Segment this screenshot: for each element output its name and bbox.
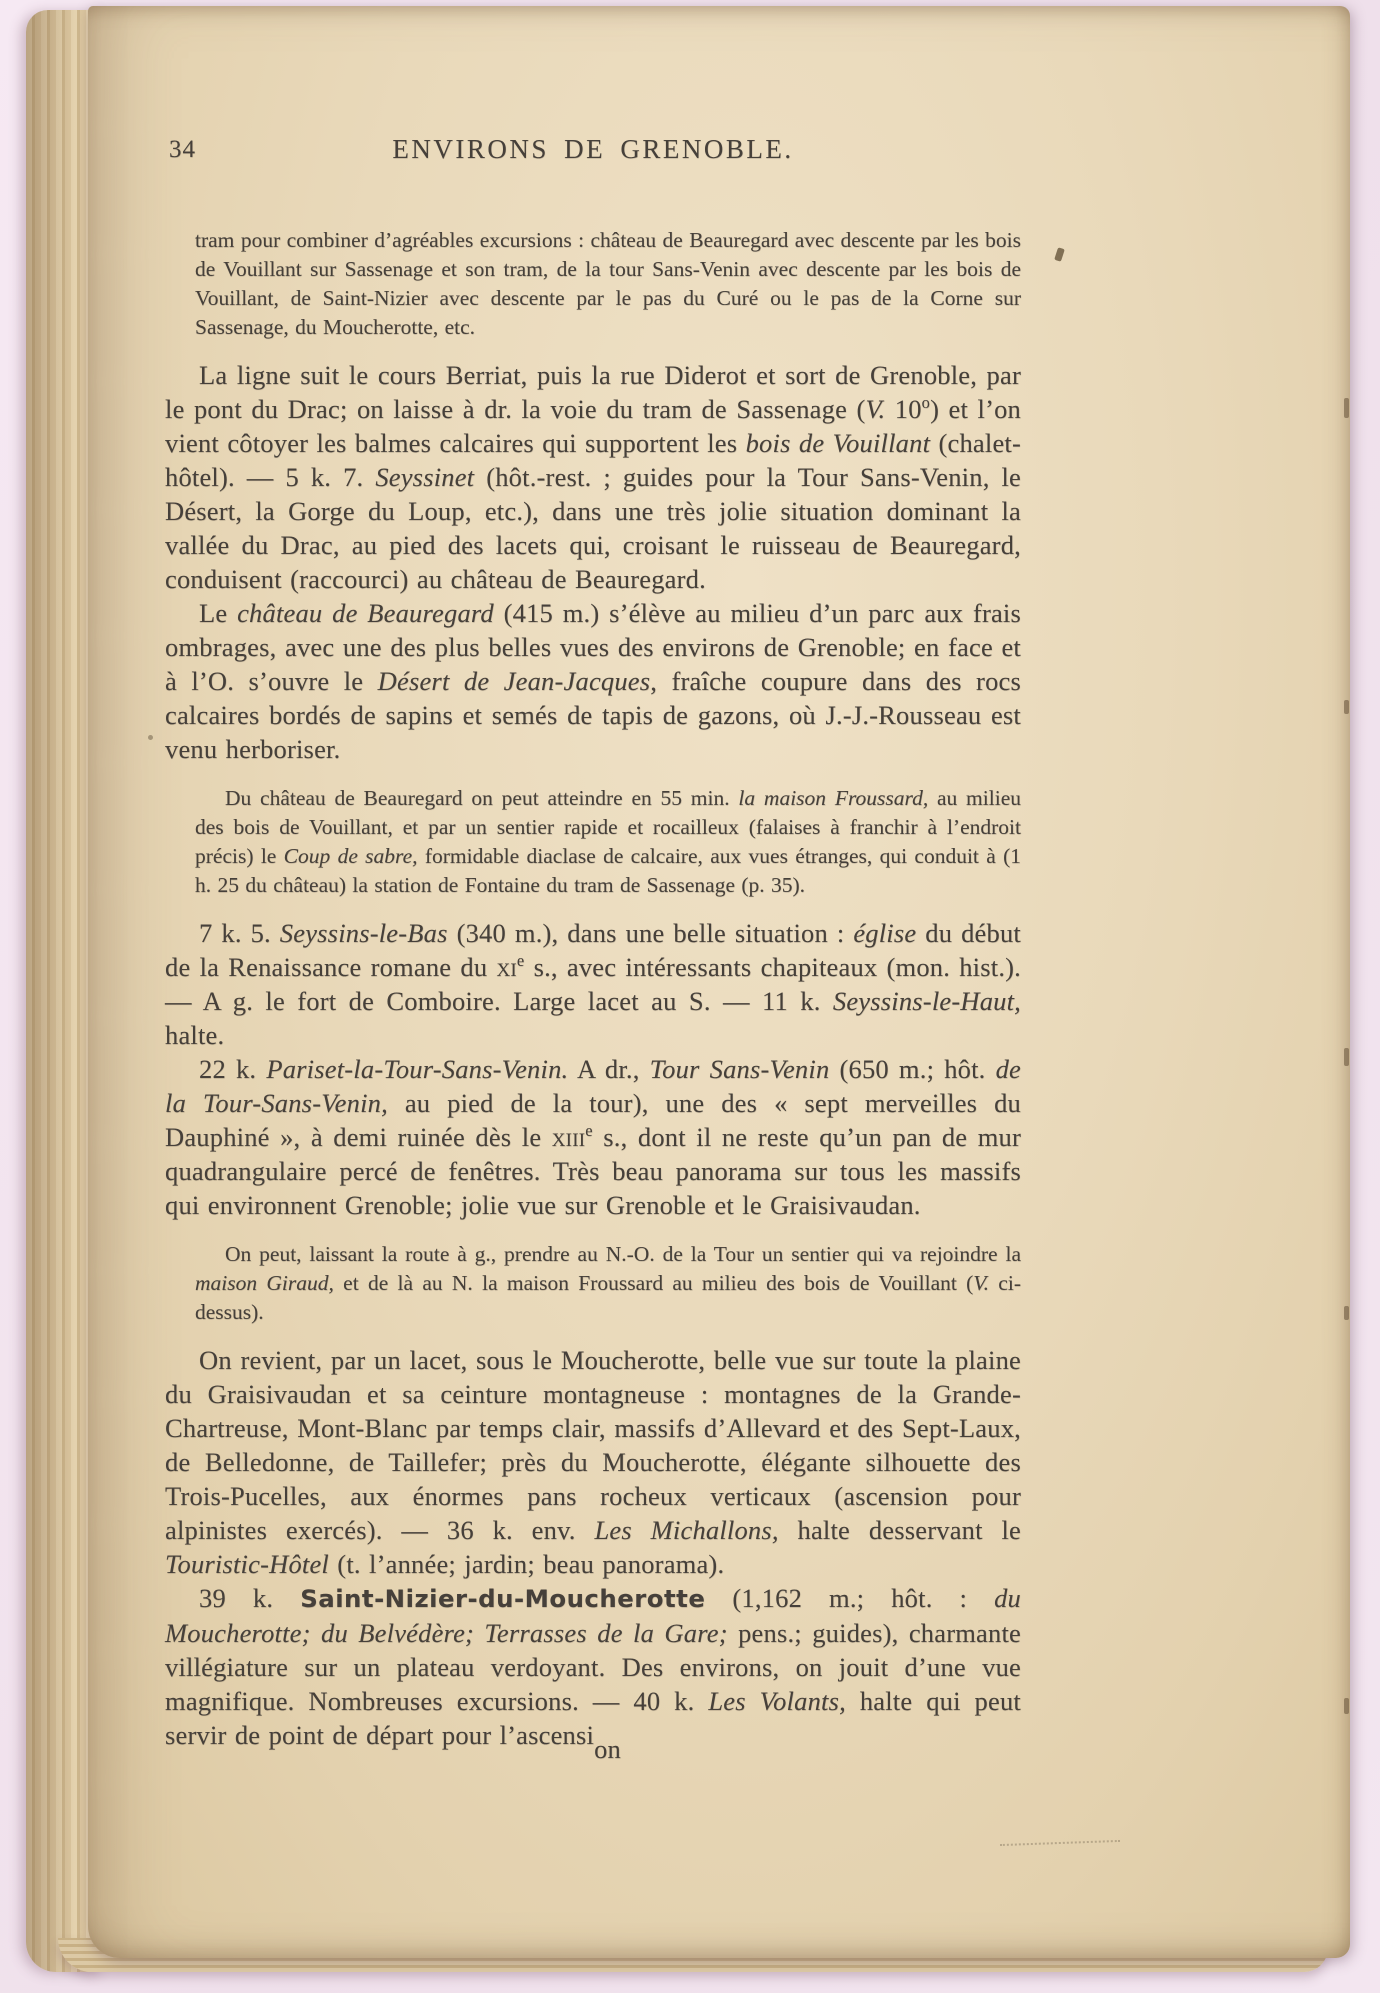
- fore-edge-mark: [1344, 398, 1349, 418]
- paragraph: tram pour combiner d’agréables excursions : château de Beauregard avec descente par les bois de Vouillant sur Sassenage et son tram, de la tour Sans-Venin avec descente par les bois de Vouillant, de Saint-Nizier avec descente par le pas du Curé ou le pas de la Corne sur Sassenage, du Moucherotte, etc.: [195, 228, 1021, 339]
- page-text: [165, 226, 1022, 1764]
- paragraph: Du château de Beauregard on peut atteindre en 55 min. la maison Froussard, au milieu des bois de Vouillant, et par un sentier rapide et rocailleux (falaises à franchir à l’endroit précis) le Coup de sabre, formidable diaclase de calcaire, aux vues étranges, qui conduit à (1 h. 25 du château) la station de Fontaine du tram de Sassenage (p. 35).: [195, 786, 1021, 897]
- paragraph: On revient, par un lacet, sous le Moucherotte, belle vue sur toute la plaine du Graisivaudan et sa ceinture montagneuse : montagnes de la Grande-Chartreuse, Mont-Blanc par temps clair, massifs d’Allevard et des Sept-Laux, de Belledonne, de Taillefer; près du Moucherotte, élégante silhouette des Trois-Pucelles, aux énormes pans rocheux verticaux (ascension pour alpinistes exercés). — 36 k. env. Les Michallons, halte desservant le Touristic-Hôtel (t. l’année; jardin; beau panorama).: [165, 1345, 1021, 1579]
- paragraph: 7 k. 5. Seyssins-le-Bas (340 m.), dans une belle situation : église du début de la Renaissance romane du $xi^e$ s., avec intéressants chapiteaux (mon. hist.). — A g. le fort de Comboire. Large lacet au S. — 11 k. Seyssins-le-Haut, halte.: [165, 918, 1021, 1050]
- page-content: [165, 134, 1022, 1764]
- page-header: [165, 134, 1021, 170]
- paragraph: La ligne suit le cours Berriat, puis la rue Diderot et sort de Grenoble, par le pont du Drac; on laisse à dr. la voie du tram de Sassenage (V. 10$^o$) et l’on vient côtoyer les balmes calcaires qui supportent les bois de Vouillant (chalet-hôtel). — 5 k. 7. Seyssinet (hôt.-rest. ; guides pour la Tour Sans-Venin, le Désert, la Gorge du Loup, etc.), dans une très jolie situation dominant la vallée du Drac, au pied des lacets qui, croisant le ruisseau de Beauregard, conduisent (raccourci) au château de Beauregard.: [165, 360, 1021, 594]
- page-number: 34: [169, 136, 196, 163]
- fore-edge-mark: [1344, 1048, 1349, 1066]
- paragraph: 39 k. Saint-Nizier-du-Moucherotte (1,162 m.; hôt. : du Moucherotte; du Belvédère; Terrasses de la Gare; pens.; guides), charmante villégiature sur un plateau verdoyant. Des environs, on jouit d’une vue magnifique. Nombreuses excursions. — 40 k. Les Volants, halte qui peut servir de point de départ pour l’ascension: [165, 1583, 1022, 1764]
- fore-edge-mark: [1344, 700, 1349, 714]
- fore-edge-mark: [1344, 1306, 1349, 1320]
- running-title: ENVIRONS DE GRENOBLE.: [392, 134, 794, 164]
- paragraph: Le château de Beauregard (415 m.) s’élève au milieu d’un parc aux frais ombrages, avec une des plus belles vues des environs de Grenoble; en face et à l’O. s’ouvre le Désert de Jean-Jacques, fraîche coupure dans des rocs calcaires bordés de sapins et semés de tapis de gazons, où J.-J.-Rousseau est venu herboriser.: [165, 598, 1022, 764]
- margin-speck: [148, 735, 153, 740]
- fore-edge-mark: [1344, 1698, 1349, 1714]
- paragraph: On peut, laissant la route à g., prendre au N.-O. de la Tour un sentier qui va rejoindre la maison Giraud, et de là au N. la maison Froussard au milieu des bois de Vouillant (V. ci-dessus).: [195, 1242, 1021, 1324]
- paragraph: 22 k. Pariset-la-Tour-Sans-Venin. A dr., Tour Sans-Venin (650 m.; hôt. de la Tour-Sans-Venin, au pied de la tour), une des « sept merveilles du Dauphiné », à demi ruinée dès le xiii$^e$ s., dont il ne reste qu’un pan de mur quadrangulaire percé de fenêtres. Très beau panorama sur tous les massifs qui environnent Grenoble; jolie vue sur Grenoble et le Graisivaudan.: [165, 1054, 1021, 1220]
